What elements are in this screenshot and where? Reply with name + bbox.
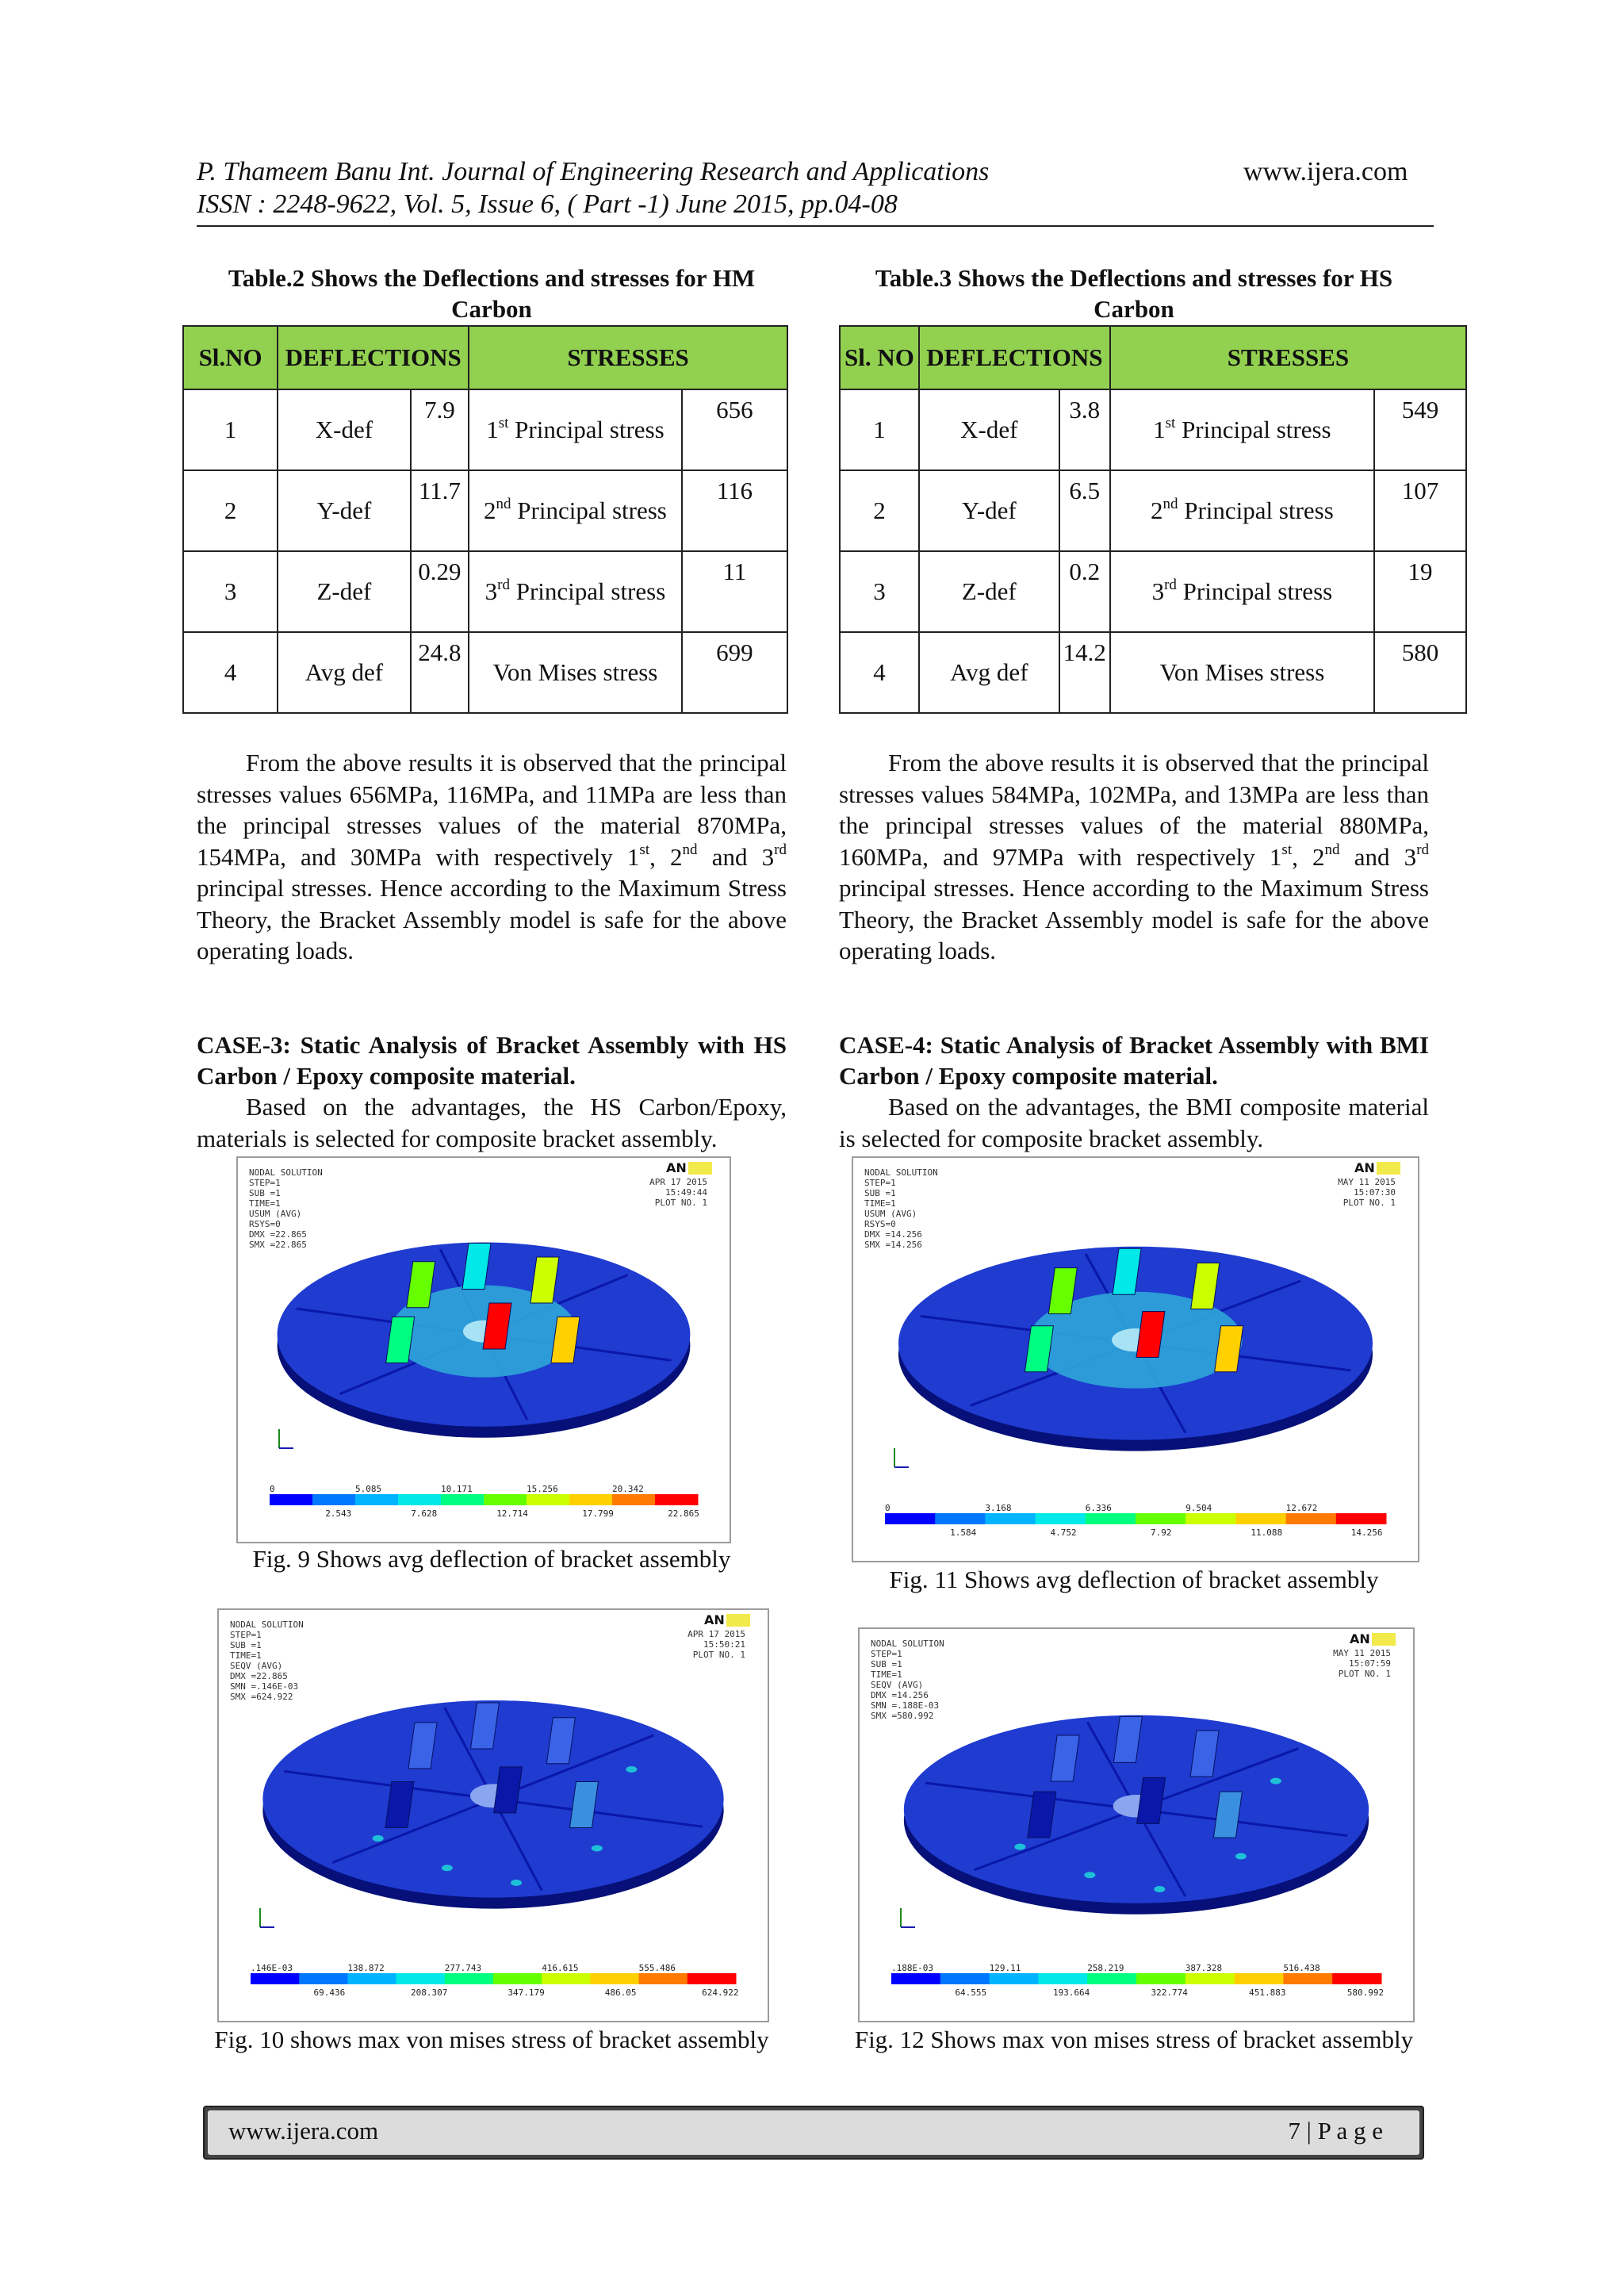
table-row [183, 632, 787, 713]
stress-hotspot [1014, 1844, 1025, 1850]
stress-hotspot [1270, 1778, 1281, 1784]
legend-swatch [1087, 1973, 1136, 1984]
table3 [839, 325, 1467, 714]
plot-info-line: STEP=1 [871, 1649, 902, 1659]
legend-label-bottom: 7.92 [1150, 1527, 1172, 1538]
stress-value: 19 [1374, 551, 1466, 632]
header-slno: Sl.NO [183, 326, 278, 389]
plot-info-line: SMN =.146E-03 [230, 1681, 299, 1692]
legend-swatch [398, 1494, 442, 1505]
deflection-label: Avg def [278, 632, 410, 713]
plot-info-line: DMX =22.865 [249, 1229, 307, 1240]
legend-swatch [1185, 1513, 1236, 1524]
legend-label-top: 6.336 [1085, 1503, 1112, 1513]
legend-swatch [1283, 1973, 1332, 1984]
page-number: 7 | P a g e [1288, 2117, 1383, 2145]
stress-label: Von Mises stress [1110, 632, 1374, 713]
ansys-logo: AN [704, 1612, 725, 1627]
row-number: 1 [840, 389, 919, 470]
plot-info-line: SMX =14.256 [864, 1240, 922, 1250]
plot-info-line: TIME=1 [871, 1669, 902, 1680]
legend-swatch [493, 1973, 542, 1984]
case4-paragraph: Based on the advantages, the BMI composite material is selected for composite bracket assembly. [839, 1093, 1429, 1152]
legend-label-top: 10.171 [441, 1484, 473, 1494]
legend-swatch [1332, 1973, 1381, 1984]
plot-info-line: SEQV (AVG) [230, 1661, 283, 1671]
legend-swatch [1038, 1973, 1087, 1984]
deflection-value: 6.5 [1059, 470, 1110, 551]
legend-swatch [1286, 1513, 1337, 1524]
plot-stamp-line: PLOT NO. 1 [654, 1198, 707, 1208]
legend-label-top: 138.872 [347, 1963, 385, 1973]
table-row [840, 389, 1466, 470]
deflection-label: X-def [278, 389, 410, 470]
plot-info-line: SUB =1 [871, 1659, 902, 1669]
ansys-logo-mark [688, 1162, 712, 1175]
plot-stamp-line: 15:49:44 [665, 1187, 707, 1198]
legend-swatch [569, 1494, 613, 1505]
stress-hotspot [511, 1880, 522, 1886]
plot-info-line: STEP=1 [230, 1630, 262, 1640]
legend-label-bottom: 14.256 [1350, 1527, 1383, 1538]
legend-swatch [1235, 1973, 1284, 1984]
legend-label-bottom: 1.584 [950, 1527, 977, 1538]
legend-label-bottom: 22.865 [668, 1508, 699, 1519]
table-row [840, 632, 1466, 713]
legend-swatch [590, 1973, 639, 1984]
plot-info-line: NODAL SOLUTION [864, 1167, 938, 1178]
deflection-value: 11.7 [411, 470, 469, 551]
legend-swatch [985, 1513, 1036, 1524]
legend-swatch [1235, 1513, 1286, 1524]
fig11-deflection-plot [852, 1156, 1419, 1562]
legend-swatch [355, 1494, 399, 1505]
header-slno: Sl. NO [840, 326, 919, 389]
stress-value: 656 [682, 389, 787, 470]
stress-hotspot [1235, 1853, 1247, 1860]
plot-stamp-line: MAY 11 2015 [1338, 1177, 1396, 1187]
table2-title: Table.2 Shows the Deflections and stresses for HM Carbon [228, 264, 756, 323]
legend-swatch [527, 1494, 570, 1505]
table-row [183, 551, 787, 632]
ansys-logo: AN [1350, 1631, 1370, 1646]
legend-label-bottom: 193.664 [1052, 1987, 1090, 1998]
stress-label: 2nd Principal stress [1110, 470, 1374, 551]
legend-swatch [484, 1494, 527, 1505]
footer-website[interactable]: www.ijera.com [228, 2117, 379, 2145]
table2 [182, 325, 788, 714]
plot-info-line: SMX =22.865 [249, 1240, 307, 1250]
deflection-label: Z-def [278, 551, 410, 632]
deflection-label: Y-def [278, 470, 410, 551]
row-number: 2 [183, 470, 278, 551]
legend-swatch [270, 1494, 313, 1505]
plot-info-line: SUB =1 [864, 1188, 896, 1198]
stress-hotspot [373, 1835, 384, 1842]
legend-label-bottom: 624.922 [702, 1987, 739, 1998]
fig10-caption: Fig. 10 shows max von mises stress of bracket assembly [214, 2026, 769, 2053]
plot-info-line: SEQV (AVG) [871, 1680, 924, 1690]
plot-stamp-line: 15:07:59 [1349, 1658, 1391, 1669]
legend-swatch [396, 1973, 446, 1984]
legend-label-top: 0 [270, 1484, 275, 1494]
case4-heading: CASE-4: Static Analysis of Bracket Assembly with BMI Carbon / Epoxy composite material. [839, 1031, 1429, 1090]
plot-stamp-line: PLOT NO. 1 [1342, 1198, 1396, 1208]
journal-header: P. Thameem Banu Int. Journal of Engineering Research and Applications [197, 157, 990, 186]
legend-label-top: 129.11 [989, 1963, 1021, 1973]
deflection-value: 0.29 [411, 551, 469, 632]
legend-label-bottom: 7.628 [411, 1508, 438, 1519]
legend-label-bottom: 208.307 [410, 1987, 448, 1998]
fig9-deflection-plot [236, 1156, 731, 1543]
deflection-label: Z-def [919, 551, 1059, 632]
plot-stamp-line: 15:50:21 [703, 1639, 745, 1650]
deflection-value: 24.8 [411, 632, 469, 713]
plot-stamp-line: PLOT NO. 1 [1338, 1669, 1391, 1679]
table-row [840, 551, 1466, 632]
plot-info-line: RSYS=0 [864, 1219, 896, 1229]
case3-paragraph: Based on the advantages, the HS Carbon/Epoxy, materials is selected for composite bracket assembly. [197, 1093, 787, 1152]
legend-swatch [1336, 1513, 1387, 1524]
plot-info-line: SMX =580.992 [871, 1711, 934, 1721]
header-deflections: DEFLECTIONS [278, 326, 469, 389]
legend-label-bottom: 12.714 [496, 1508, 528, 1519]
legend-swatch [655, 1494, 699, 1505]
plot-info-line: STEP=1 [864, 1178, 896, 1188]
legend-swatch [1036, 1513, 1086, 1524]
ansys-logo-mark [726, 1614, 750, 1627]
legend-label-bottom: 69.436 [313, 1987, 346, 1998]
plot-stamp-line: PLOT NO. 1 [692, 1650, 745, 1660]
legend-label-top: .188E-03 [891, 1963, 933, 1973]
legend-swatch [542, 1973, 591, 1984]
legend-swatch [885, 1513, 936, 1524]
plot-stamp-line: 15:07:30 [1354, 1187, 1396, 1198]
plot-info-line: TIME=1 [249, 1198, 281, 1209]
stress-hotspot [1154, 1886, 1165, 1892]
stress-hotspot [442, 1865, 453, 1871]
legend-swatch [1185, 1973, 1235, 1984]
ansys-logo: AN [666, 1160, 687, 1175]
plot-info-line: DMX =22.865 [230, 1671, 288, 1681]
legend-swatch [445, 1973, 494, 1984]
stress-value: 107 [1374, 470, 1466, 551]
legend-swatch [1086, 1513, 1136, 1524]
fig9-caption: Fig. 9 Shows avg deflection of bracket assembly [252, 1545, 731, 1573]
plot-info-line: DMX =14.256 [864, 1229, 922, 1240]
legend-swatch [688, 1973, 737, 1984]
deflection-value: 0.2 [1059, 551, 1110, 632]
stress-label: 2nd Principal stress [469, 470, 682, 551]
legend-label-top: 555.486 [638, 1963, 676, 1973]
legend-label-top: 258.219 [1087, 1963, 1124, 1973]
legend-label-top: .146E-03 [251, 1963, 293, 1973]
ansys-logo-mark [1377, 1162, 1400, 1175]
legend-swatch [251, 1973, 300, 1984]
stress-hotspot [626, 1766, 637, 1773]
legend-label-top: 3.168 [985, 1503, 1012, 1513]
deflection-label: X-def [919, 389, 1059, 470]
table3-title: Table.3 Shows the Deflections and stresses for HS Carbon [875, 264, 1393, 323]
legend-label-top: 0 [885, 1503, 891, 1513]
row-number: 3 [183, 551, 278, 632]
header-stresses: STRESSES [469, 326, 787, 389]
stress-value: 580 [1374, 632, 1466, 713]
plot-info-line: TIME=1 [864, 1198, 896, 1209]
plot-info-line: NODAL SOLUTION [871, 1639, 944, 1649]
deflection-value: 7.9 [411, 389, 469, 470]
stress-value: 11 [682, 551, 787, 632]
deflection-label: Avg def [919, 632, 1059, 713]
legend-swatch [891, 1973, 940, 1984]
legend-label-top: 20.342 [612, 1484, 644, 1494]
table-row [183, 470, 787, 551]
legend-label-bottom: 4.752 [1050, 1527, 1077, 1538]
ansys-logo-mark [1372, 1633, 1396, 1646]
legend-swatch [441, 1494, 485, 1505]
legend-swatch [299, 1973, 348, 1984]
left-result-paragraph: From the above results it is observed that the principal stresses values 656MPa, 116MPa, and 11MPa are less than the principal stresses values of the material 870MPa, 154MPa, and 30MPa with respectively 1st, 2nd and 3rd principal stresses. Hence according to the Maximum Stress Theory, the Bracket Assembly model is safe for the above operating loads. [197, 749, 787, 964]
plot-info-line: SUB =1 [249, 1188, 281, 1198]
row-number: 2 [840, 470, 919, 551]
plot-info-line: USUM (AVG) [864, 1209, 917, 1219]
legend-label-bottom: 486.05 [604, 1987, 637, 1998]
deflection-value: 3.8 [1059, 389, 1110, 470]
legend-label-bottom: 64.555 [955, 1987, 987, 1998]
fig10-von-mises-plot [217, 1608, 769, 2022]
ansys-logo: AN [1354, 1160, 1375, 1175]
legend-swatch [1136, 1513, 1186, 1524]
legend-swatch [990, 1973, 1039, 1984]
stress-label: 3rd Principal stress [1110, 551, 1374, 632]
stress-label: Von Mises stress [469, 632, 682, 713]
legend-label-top: 5.085 [355, 1484, 382, 1494]
legend-label-bottom: 451.883 [1249, 1987, 1286, 1998]
plot-stamp-line: MAY 11 2015 [1333, 1648, 1391, 1658]
deflection-label: Y-def [919, 470, 1059, 551]
plot-info-line: NODAL SOLUTION [249, 1167, 323, 1178]
legend-label-bottom: 11.088 [1251, 1527, 1283, 1538]
legend-swatch [347, 1973, 396, 1984]
row-number: 4 [183, 632, 278, 713]
fig12-von-mises-plot [858, 1627, 1415, 2022]
plot-stamp-line: APR 17 2015 [688, 1629, 745, 1639]
legend-label-bottom: 580.992 [1346, 1987, 1385, 1998]
header-rule [197, 225, 1434, 227]
deflection-value: 14.2 [1059, 632, 1110, 713]
stress-label: 3rd Principal stress [469, 551, 682, 632]
plot-info-line: DMX =14.256 [871, 1690, 929, 1700]
legend-label-top: 12.672 [1285, 1503, 1318, 1513]
stress-label: 1st Principal stress [469, 389, 682, 470]
stress-hotspot [592, 1845, 603, 1851]
legend-label-bottom: 17.799 [582, 1508, 614, 1519]
legend-label-bottom: 2.543 [325, 1508, 352, 1519]
journal-website[interactable]: www.ijera.com [1243, 157, 1408, 186]
header-deflections: DEFLECTIONS [919, 326, 1110, 389]
stress-value: 116 [682, 470, 787, 551]
row-number: 1 [183, 389, 278, 470]
legend-label-top: 15.256 [527, 1484, 558, 1494]
legend-label-top: 277.743 [444, 1963, 482, 1973]
plot-stamp-line: APR 17 2015 [649, 1177, 707, 1187]
right-result-paragraph: From the above results it is observed that the principal stresses values 584MPa, 102MPa, and 13MPa are less than the principal stresses values of the material 880MPa, 160MPa, and 97MPa with respectively 1st, 2nd and 3rd principal stresses. Hence according to the Maximum Stress Theory, the Bracket Assembly model is safe for the above operating loads. [839, 749, 1430, 964]
legend-swatch [935, 1513, 986, 1524]
stress-value: 699 [682, 632, 787, 713]
stress-hotspot [1084, 1872, 1095, 1878]
row-number: 3 [840, 551, 919, 632]
issn-line: ISSN : 2248-9622, Vol. 5, Issue 6, ( Part -1) June 2015, pp.04-08 [197, 190, 898, 219]
legend-label-bottom: 322.774 [1151, 1987, 1188, 1998]
stress-value: 549 [1374, 389, 1466, 470]
legend-label-top: 9.504 [1185, 1503, 1212, 1513]
header-stresses: STRESSES [1110, 326, 1466, 389]
plot-info-line: SUB =1 [230, 1640, 262, 1650]
legend-label-top: 387.328 [1185, 1963, 1223, 1973]
case3-heading: CASE-3: Static Analysis of Bracket Assembly with HS Carbon / Epoxy composite material. [197, 1031, 787, 1090]
plot-info-line: SMX =624.922 [230, 1692, 293, 1702]
plot-info-line: USUM (AVG) [249, 1209, 302, 1219]
plot-info-line: NODAL SOLUTION [230, 1619, 304, 1630]
plot-info-line: TIME=1 [230, 1650, 262, 1661]
legend-label-top: 416.615 [542, 1963, 579, 1973]
legend-swatch [639, 1973, 688, 1984]
legend-swatch [612, 1494, 656, 1505]
legend-swatch [312, 1494, 356, 1505]
plot-info-line: SMN =.188E-03 [871, 1700, 940, 1711]
plot-info-line: RSYS=0 [249, 1219, 281, 1229]
fig12-caption: Fig. 12 Shows max von mises stress of bracket assembly [854, 2026, 1414, 2053]
legend-label-top: 516.438 [1283, 1963, 1320, 1973]
legend-swatch [1136, 1973, 1185, 1984]
legend-label-bottom: 347.179 [508, 1987, 545, 1998]
row-number: 4 [840, 632, 919, 713]
legend-swatch [940, 1973, 990, 1984]
plot-info-line: STEP=1 [249, 1178, 281, 1188]
page-footer [203, 2106, 1424, 2160]
fig11-caption: Fig. 11 Shows avg deflection of bracket assembly [889, 1566, 1379, 1593]
table-row [840, 470, 1466, 551]
table-row [183, 389, 787, 470]
stress-label: 1st Principal stress [1110, 389, 1374, 470]
